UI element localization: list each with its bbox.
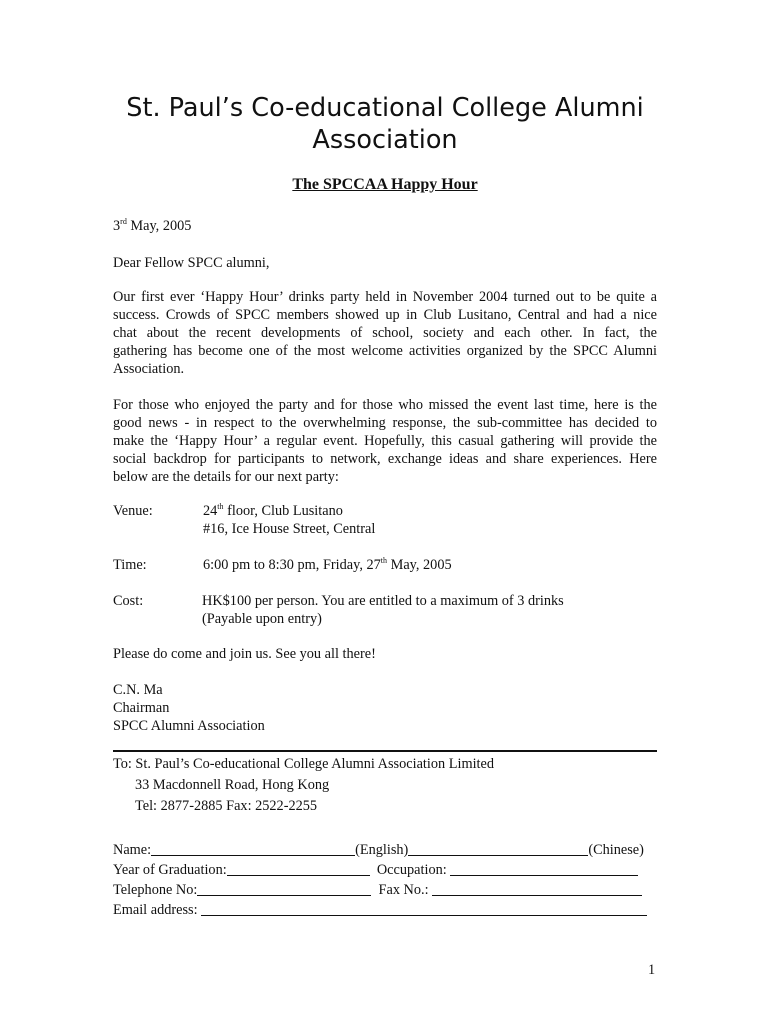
fax-label: Fax No.: bbox=[378, 882, 429, 898]
telephone-label: Telephone No: bbox=[113, 882, 198, 898]
occupation-label: Occupation: bbox=[376, 862, 447, 878]
telephone-field[interactable] bbox=[197, 881, 371, 896]
signer-org: SPCC Alumni Association bbox=[113, 718, 265, 734]
reply-contact: Tel: 2877-2885 Fax: 2522-2255 bbox=[135, 798, 318, 814]
occupation-field[interactable] bbox=[450, 861, 638, 876]
divider-line bbox=[113, 750, 657, 752]
paragraph-line: below are the details for our next party: bbox=[113, 469, 339, 485]
salutation: Dear Fellow SPCC alumni, bbox=[113, 255, 270, 271]
signer-title: Chairman bbox=[113, 700, 170, 716]
reply-address: 33 Macdonnell Road, Hong Kong bbox=[135, 777, 330, 793]
paragraph-line: good news - in respect to the overwhelming response, the sub-committee has decided to bbox=[113, 415, 657, 431]
english-label: (English) bbox=[355, 842, 409, 858]
fax-field[interactable] bbox=[432, 881, 642, 896]
reply-to-line: To: St. Paul’s Co-educational College Alumni Association Limited bbox=[113, 756, 495, 772]
paragraph-line: Association. bbox=[113, 361, 185, 377]
name-chinese-field[interactable] bbox=[408, 841, 588, 856]
graduation-row bbox=[113, 860, 657, 880]
cost-value: HK$100 per person. You are entitled to a maximum of 3 drinks (Payable upon entry) bbox=[202, 593, 564, 627]
time-label: Time: bbox=[113, 557, 147, 573]
name-field-row bbox=[113, 840, 657, 860]
phone-row bbox=[113, 880, 657, 900]
email-field[interactable] bbox=[201, 901, 647, 916]
venue-value: 24th floor, Club Lusitano #16, Ice House Street, Central bbox=[203, 502, 376, 537]
paragraph-line: For those who enjoyed the party and for those who missed the event last time, here is the bbox=[113, 397, 657, 413]
paragraph-line: success. Crowds of SPCC members showed up in Club Lusitano, Central and had a nice bbox=[113, 307, 657, 323]
venue-label: Venue: bbox=[113, 503, 153, 519]
paragraph-line: gathering has become one of the most welcome activities organized by the SPCC Alumni bbox=[113, 343, 657, 359]
paragraph-line: Our first ever ‘Happy Hour’ drinks party held in November 2004 turned out to be quite a bbox=[113, 289, 657, 305]
reply-address-block bbox=[113, 754, 657, 817]
cost-label: Cost: bbox=[113, 593, 144, 609]
signer-name: C.N. Ma bbox=[113, 682, 163, 698]
name-label: Name: bbox=[113, 842, 152, 858]
page-title bbox=[113, 92, 657, 156]
paragraph-line: chat about the recent developments of school, society and each other. In fact, the bbox=[113, 325, 657, 341]
paragraph-intro bbox=[113, 288, 657, 378]
title-line-2: Association bbox=[312, 125, 458, 155]
graduation-field[interactable] bbox=[227, 861, 370, 876]
email-label: Email address: bbox=[113, 902, 198, 918]
page-number: 1 bbox=[648, 962, 656, 978]
graduation-label: Year of Graduation: bbox=[113, 862, 227, 878]
paragraph-line: social backdrop for participants to network, exchange ideas and share experiences. Here bbox=[113, 451, 657, 467]
event-subtitle: The SPCCAA Happy Hour bbox=[292, 176, 478, 193]
closing-line: Please do come and join us. See you all there! bbox=[113, 646, 376, 662]
name-english-field[interactable] bbox=[151, 841, 355, 856]
time-value: 6:00 pm to 8:30 pm, Friday, 27th May, 2005 bbox=[203, 556, 452, 573]
paragraph-details bbox=[113, 396, 657, 486]
email-row bbox=[113, 900, 657, 920]
signature-block bbox=[113, 681, 657, 735]
chinese-label: (Chinese) bbox=[588, 842, 644, 858]
paragraph-line: make the ‘Happy Hour’ a regular event. Hopefully, this casual gathering will provide the bbox=[113, 433, 657, 449]
letter-date: 3rd May, 2005 bbox=[113, 217, 192, 234]
title-line-1: St. Paul’s Co-educational College Alumni bbox=[126, 93, 644, 123]
